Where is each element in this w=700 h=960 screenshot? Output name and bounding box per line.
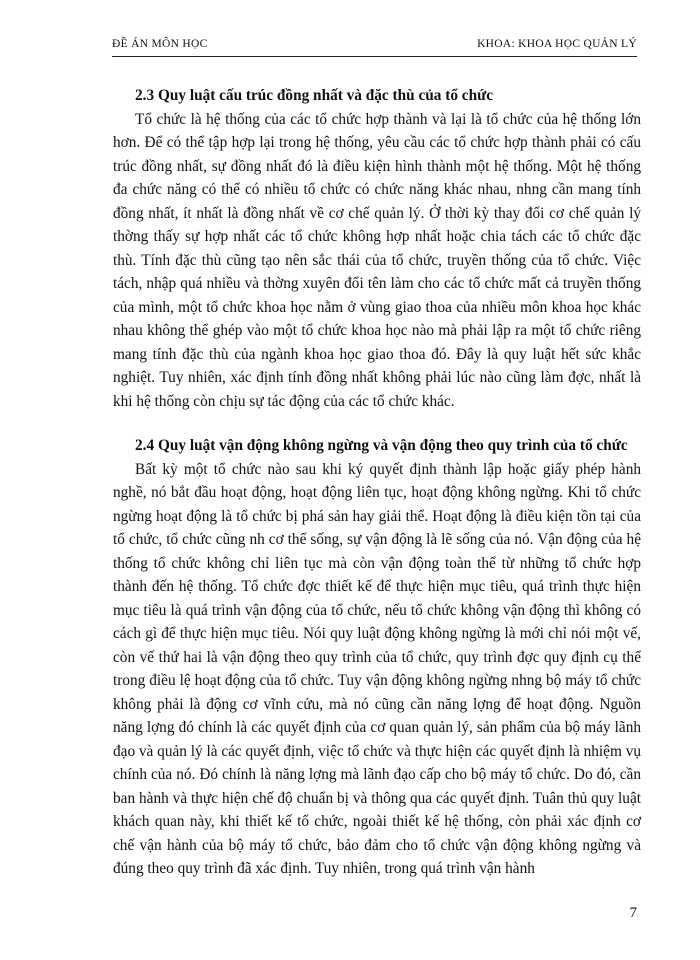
page-header [112, 34, 637, 57]
section-heading-2-3: 2.3 Quy luật cấu trúc đồng nhất và đặc thù của tổ chức [135, 87, 494, 104]
page-content [113, 84, 641, 881]
header-left-text: ĐỀ ÁN MÔN HỌC [112, 38, 208, 50]
header-right-text: KHOA: KHOA HỌC QUẢN LÝ [477, 38, 637, 50]
section-paragraph-2-4: Bất kỳ một tổ chức nào sau khi ký quyết định thành lập hoặc giấy phép hành nghề, nó bắt đầu hoạt động, hoạt động liên tục, hoạt động không ngừng. Khi tổ chức ngừng hoạt động là tổ chức bị phá sản hay giải thể. Hoạt động là điều kiện tồn tại của tổ chức, tổ chức cũng nh cơ thể sống, sự vận động là lẽ sống của nó. Vận động của hệ thống tổ chức không chỉ liên tục mà còn vận động toàn thể từ những tổ chức hợp thành đến hệ thống. Tổ chức đợc thiết kế để thực hiện mục tiêu, quá trình thực hiện mục tiêu là quá trình vận động của tổ chức, nếu tổ chức không vận động thì không có cách gì để thực hiện mục tiêu. Nói quy luật động không ngừng là mới chỉ nói một vế, còn vế thứ hai là vận động theo quy trình của tổ chức, quy trình đợc quy định cụ thể trong điều lệ hoạt động của tổ chức. Tuy vận động không ngừng nhng bộ máy tổ chức không phải là động cơ vĩnh cửu, mà nó cũng cần năng lợng để hoạt động. Nguồn năng lợng đó chính là các quyết định của cơ quan quản lý, sản phẩm của bộ máy lãnh đạo và quản lý là các quyết định, việc tổ chức và thực hiện các quyết định là nhiệm vụ chính của nó. Đó chính là năng lợng mà lãnh đạo cấp cho bộ máy tổ chức. Do đó, cần ban hành và thực hiện chế độ chuẩn bị và thông qua các quyết định. Tuân thủ quy luật khách quan này, khi thiết kế tổ chức, ngoài thiết kế hệ thống, còn phải xác định cơ chế vận hành của bộ máy tổ chức, bảo đảm cho tổ chức vận động không ngừng và đúng theo quy trình đã xác định. Tuy nhiên, trong quá trình vận hành [113, 460, 641, 877]
section-paragraph-2-3: Tổ chức là hệ thống của các tổ chức hợp thành và lại là tổ chức của hệ thống lớn hơn. Để có thể tập hợp lại trong hệ thống, yêu cầu các tổ chức hợp thành phải có cấu trúc đồng nhất, sự đồng nhất đó là điều kiện hình thành một hệ thống. Một hệ thống đa chức năng có thể có nhiều tổ chức có chức năng khác nhau, nhng cần mang tính đồng nhất, ít nhất là đồng nhất về cơ chế quản lý. Ở thời kỳ thay đổi cơ chế quản lý thờng thấy sự hợp nhất các tổ chức không hợp nhất hoặc chia tách các tổ chức đặc thù. Tính đặc thù cũng tạo nên sắc thái của tổ chức, truyền thống của tổ chức. Việc tách, nhập quá nhiều và thờng xuyên đổi tên làm cho các tổ chức mất cả truyền thống của mình, một tổ chức khoa học nằm ở vùng giao thoa của nhiều môn khoa học khác nhau không thể ghép vào một tổ chức khoa học nào mà phải lập ra một tổ chức riêng mang tính đặc thù của ngành khoa học giao thoa đó. Đây là quy luật hết sức khắc nghiệt. Tuy nhiên, xác định tính đồng nhất không phải lúc nào cũng làm đợc, nhất là khi hệ thống còn chịu sự tác động của các tổ chức khác. [113, 110, 641, 410]
page-number: 7 [629, 905, 637, 921]
section-heading-2-4: 2.4 Quy luật vận động không ngừng và vận động theo quy trình của tổ chức [135, 437, 628, 454]
